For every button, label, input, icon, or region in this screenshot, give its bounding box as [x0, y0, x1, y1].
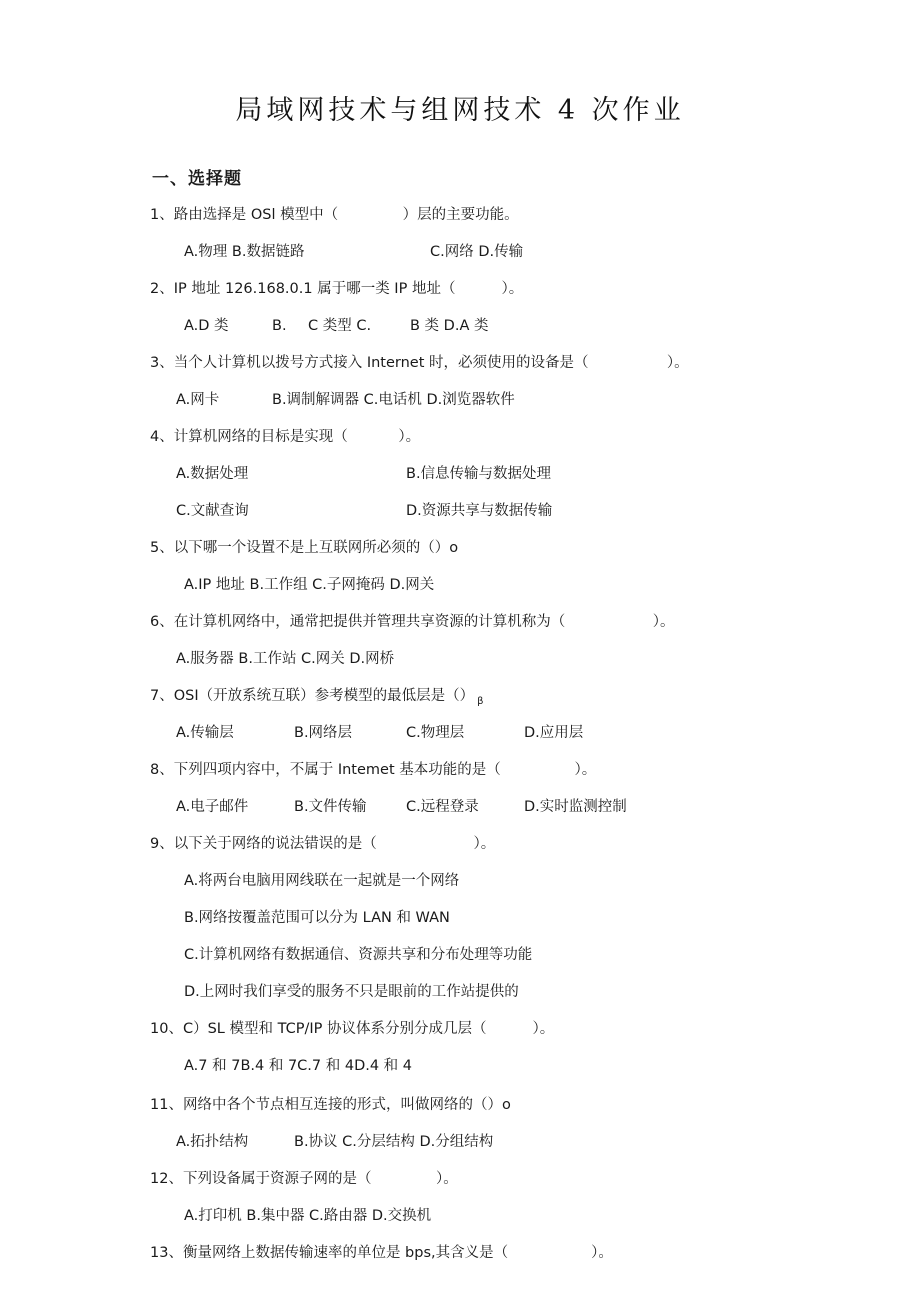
q11-option-a: A.拓扑结构	[176, 1134, 249, 1150]
question-13: 13、衡量网络上数据传输速率的单位是 bps,其含义是（ ）。	[150, 1245, 613, 1261]
q8-option-c: C.远程登录	[406, 799, 479, 815]
question-2: 2、IP 地址 126.168.0.1 属于哪一类 IP 地址（ ）。	[150, 281, 524, 297]
q8-option-b: B.文件传输	[294, 799, 367, 815]
q8-option-a: A.电子邮件	[176, 799, 249, 815]
q9-option-a: A.将两台电脑用网线联在一起就是一个网络	[184, 873, 460, 889]
q12-options: A.打印机 B.集中器 C.路由器 D.交换机	[184, 1208, 432, 1224]
q10-options: A.7 和 7B.4 和 7C.7 和 4D.4 和 4	[184, 1058, 413, 1074]
q2-option-c: C 类型 C.	[308, 318, 372, 334]
question-7	[150, 686, 484, 712]
q5-options: A.IP 地址 B.工作组 C.子网掩码 D.网关	[184, 577, 435, 593]
q2-option-d: B 类 D.A 类	[410, 318, 489, 334]
document-title: 局域网技术与组网技术 4 次作业	[235, 95, 685, 126]
question-9: 9、以下关于网络的说法错误的是（ ）。	[150, 836, 496, 852]
question-5: 5、以下哪一个设置不是上互联网所必须的（）o	[150, 540, 459, 556]
q1-option-cd: C.网络 D.传输	[430, 244, 524, 260]
q8-option-d: D.实时监测控制	[524, 799, 627, 815]
q6-options: A.服务器 B.工作站 C.网关 D.网桥	[176, 651, 395, 667]
question-3: 3、当个人计算机以拨号方式接入 Internet 时，必须使用的设备是（ ）。	[150, 355, 689, 371]
q3-option-a: A.网卡	[176, 392, 220, 408]
q7-stem-mark: β	[477, 696, 484, 707]
q7-option-a: A.传输层	[176, 725, 234, 741]
q9-option-c: C.计算机网络有数据通信、资源共享和分布处理等功能	[184, 947, 533, 963]
q2-option-b: B.	[272, 318, 287, 334]
q7-stem-text: 7、OSI（开放系统互联）参考模型的最低层是（）	[150, 688, 475, 704]
question-8: 8、下列四项内容中，不属于 Intemet 基本功能的是（ ）。	[150, 762, 597, 778]
q9-option-b: B.网络按覆盖范围可以分为 LAN 和 WAN	[184, 910, 450, 926]
question-6: 6、在计算机网络中，通常把提供并管理共享资源的计算机称为（ ）。	[150, 614, 675, 630]
q7-option-d: D.应用层	[524, 725, 584, 741]
q7-option-c: C.物理层	[406, 725, 465, 741]
q2-option-a: A.D 类	[184, 318, 229, 334]
q3-option-bcd: B.调制解调器 C.电话机 D.浏览器软件	[272, 392, 515, 408]
q9-option-d: D.上网时我们享受的服务不只是眼前的工作站提供的	[184, 984, 519, 1000]
q4-option-d: D.资源共享与数据传输	[406, 503, 553, 519]
q4-option-b: B.信息传输与数据处理	[406, 466, 552, 482]
question-11: 11、网络中各个节点相互连接的形式，叫做网络的（）o	[150, 1097, 511, 1113]
question-4: 4、计算机网络的目标是实现（ ）。	[150, 429, 421, 445]
question-1: 1、路由选择是 OSl 模型中（ ）层的主要功能。	[150, 207, 519, 223]
q11-option-bcd: B.协议 C.分层结构 D.分组结构	[294, 1134, 494, 1150]
q4-option-c: C.文献查询	[176, 503, 249, 519]
question-12: 12、下列设备属于资源子网的是（ ）。	[150, 1171, 458, 1187]
section-heading: 一、选择题	[152, 169, 242, 189]
q4-option-a: A.数据处理	[176, 466, 249, 482]
q7-option-b: B.网络层	[294, 725, 353, 741]
q1-option-ab: A.物理 B.数据链路	[184, 244, 305, 260]
question-10: 10、C）SL 模型和 TCP/IP 协议体系分别分成几层（ ）。	[150, 1021, 555, 1037]
